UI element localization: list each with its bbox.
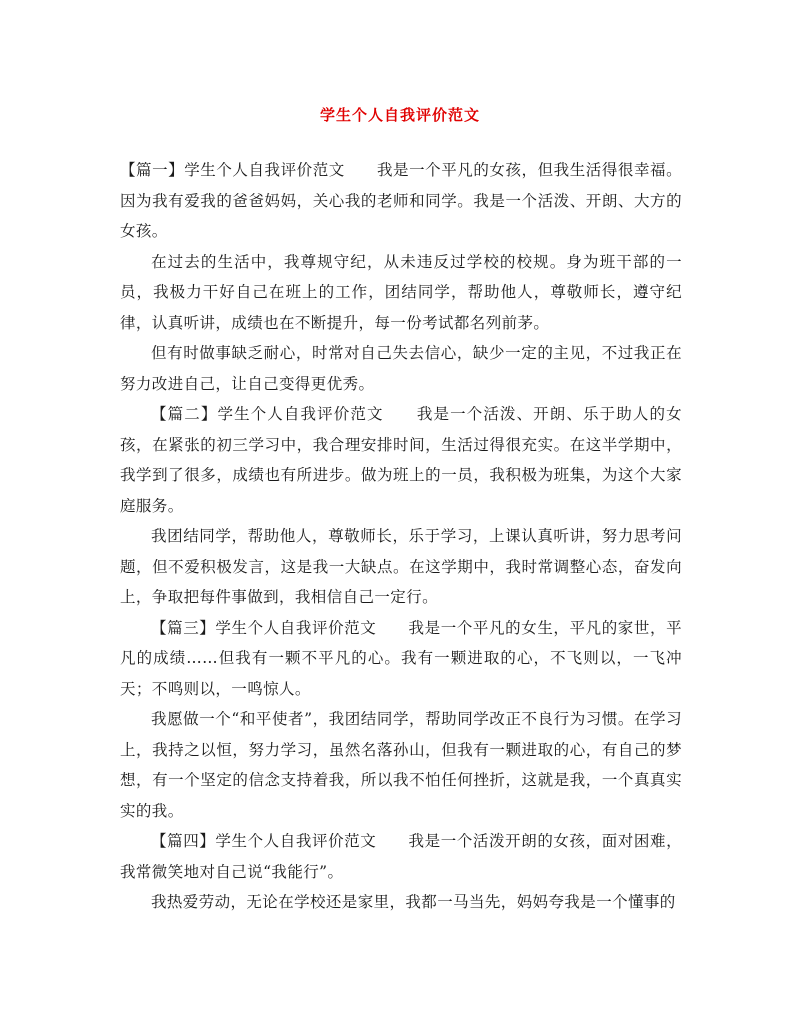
document-body <box>120 155 682 918</box>
paragraph-section-4-intro: 【篇四】学生个人自我评价范文 我是一个活泼开朗的女孩，面对困难，我常微笑地对自己说“我能行”。 <box>120 832 682 881</box>
paragraph-section-1-intro: 【篇一】学生个人自我评价范文 我是一个平凡的女孩，但我生活得很幸福。因为我有爱我的爸爸妈妈，关心我的老师和同学。我是一个活泼、开朗、大方的女孩。 <box>120 161 682 240</box>
paragraph: 我愿做一个“和平使者”，我团结同学，帮助同学改正不良行为习惯。在学习上，我持之以恒，努力学习，虽然名落孙山，但我有一颗进取的心，有自己的梦想，有一个坚定的信念支持着我，所以我不怕任何挫折，这就是我，一个真真实实的我。 <box>120 710 682 820</box>
paragraph-section-3-intro: 【篇三】学生个人自我评价范文 我是一个平凡的女生，平凡的家世，平凡的成绩……但我有一颗不平凡的心。我有一颗进取的心，不飞则以，一飞冲天；不鸣则以，一鸣惊人。 <box>120 618 682 698</box>
document-title: 学生个人自我评价范文 <box>319 106 480 124</box>
paragraph: 我热爱劳动，无论在学校还是家里，我都一马当先，妈妈夸我是一个懂事的 <box>151 893 676 911</box>
paragraph: 但有时做事缺乏耐心，时常对自己失去信心，缺少一定的主见，不过我正在努力改进自己，让自己变得更优秀。 <box>120 344 682 393</box>
paragraph: 我团结同学，帮助他人，尊敬师长，乐于学习，上课认真听讲，努力思考问题，但不爱积极发言，这是我一大缺点。在这学期中，我时常调整心态，奋发向上，争取把每件事做到，我相信自己一定行。 <box>120 527 682 606</box>
paragraph-section-2-intro: 【篇二】学生个人自我评价范文 我是一个活泼、开朗、乐于助人的女孩，在紧张的初三学习中，我合理安排时间，生活过得很充实。在这半学期中，我学到了很多，成绩也有所进步。做为班上的一员，我积极为班集，为这个大家庭服务。 <box>120 405 682 515</box>
paragraph: 在过去的生活中，我尊规守纪，从未违反过学校的校规。身为班干部的一员，我极力干好自己在班上的工作，团结同学，帮助他人，尊敬师长，遵守纪律，认真听讲，成绩也在不断提升，每一份考试都名列前茅。 <box>120 252 682 332</box>
